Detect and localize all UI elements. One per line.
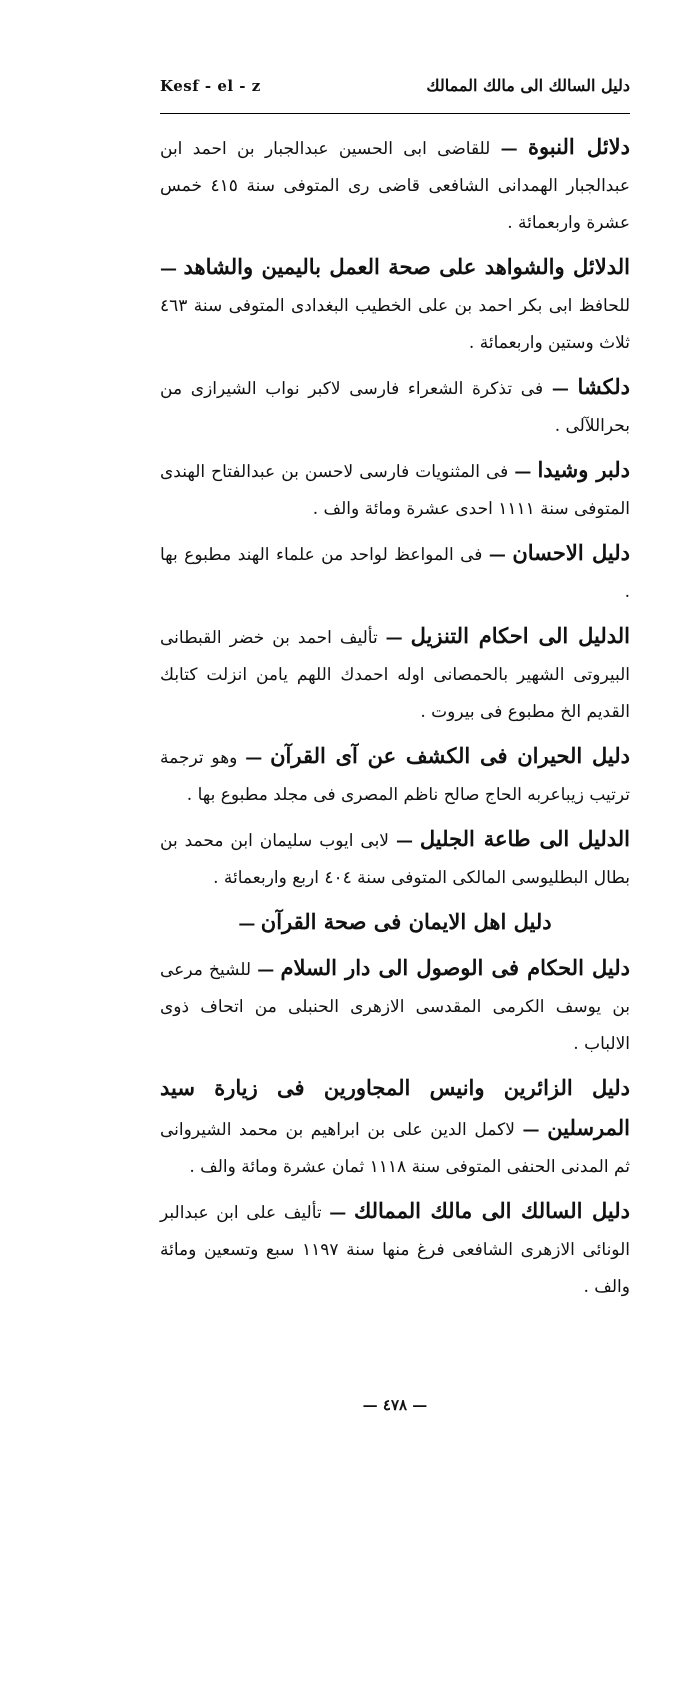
page-number: — ٤٧٨ —: [362, 1396, 428, 1414]
entry: دليل الحيران فى الكشف عن آى القرآن — وهو ترجمة ترتيب زيباعربه الحاج صالح ناظم المصرى فى مجلد مطبوع بها .: [160, 743, 630, 805]
entry: الدليل الى طاعة الجليل — لابى ايوب سليمان ابن محمد بن بطال البطليوسى المالكى المتوفى سنة ٤٠٤ اربع واربعمائة .: [160, 826, 630, 888]
entry-head: الدليل الى طاعة الجليل: [419, 826, 630, 851]
entry-body: للشيخ مرعى بن يوسف الكرمى المقدسى الازهرى الحنبلى من اتحاف ذوى الالباب .: [160, 960, 630, 1054]
entry-body: للحافظ ابى بكر احمد بن على الخطيب البغدادى المتوفى سنة ٤٦٣ ثلاث وستين واربعمائة .: [160, 296, 630, 353]
entry-head: دليل اهل الايمان فى صحة القرآن: [260, 909, 552, 934]
entry-head: دليل الحكام فى الوصول الى دار السلام: [280, 955, 631, 980]
header-title: دليل السالك الى مالك الممالك: [426, 76, 630, 95]
entry: دلبر وشيدا — فى المثنويات فارسى لاحسن بن عبدالفتاح الهندى المتوفى سنة ١١١١ احدى عشرة ومائة والف .: [160, 457, 631, 519]
entry-body: تأليف احمد بن خضر القبطانى البيروتى الشهير بالحمصانى اوله احمدك اللهم يامن انزلت كتابك القديم الخ مطبوع فى بيروت .: [160, 628, 630, 722]
entry-body: فى المثنويات فارسى لاحسن بن عبدالفتاح الهندى المتوفى سنة ١١١١ احدى عشرة ومائة والف .: [160, 462, 630, 519]
entry-body: لاكمل الدين على بن ابراهيم بن محمد الشيروانى ثم المدنى الحنفى المتوفى سنة ١١١٨ ثمان عشرة ومائة والف .: [160, 1120, 630, 1177]
header-rule: [160, 113, 630, 114]
entry-body: تأليف على ابن عبدالبر الونائى الازهرى الشافعى فرغ منها سنة ١١٩٧ سبع وتسعين ومائة والف .: [160, 1203, 630, 1297]
entry: دليل الزائرين وانيس المجاورين فى زيارة سيد المرسلين — لاكمل الدين على بن ابراهيم بن محمد الشيروانى ثم المدنى الحنفى المتوفى سنة ١١١٨ ثمان عشرة ومائة والف .: [160, 1075, 631, 1177]
entry-head: دلكشا: [577, 374, 631, 399]
entry: دلكشا — فى تذكرة الشعراء فارسى لاكبر نواب الشيرازى من بحراللآلى .: [160, 374, 631, 436]
entry: دليل السالك الى مالك الممالك — تأليف على ابن عبدالبر الونائى الازهرى الشافعى فرغ منها سنة ١١٩٧ سبع وتسعين ومائة والف .: [160, 1198, 631, 1297]
entry-head: دليل الحيران فى الكشف عن آى القرآن: [270, 743, 630, 768]
entry-body: للقاضى ابى الحسين عبدالجبار بن احمد ابن عبدالجبار الهمدانى الشافعى قاضى رى المتوفى سنة ٤١٥ خمس عشرة واربعمائة .: [160, 139, 630, 233]
header-code: Kesf - el - z: [160, 77, 261, 95]
entry-head: الدلائل والشواهد على صحة العمل باليمين والشاهد: [183, 254, 630, 279]
entries-list: [160, 128, 630, 1688]
entry-body: وهو ترجمة ترتيب زيباعربه الحاج صالح ناظم المصرى فى مجلد مطبوع بها .: [160, 748, 630, 805]
entry: دلائل النبوة — للقاضى ابى الحسين عبدالجبار بن احمد ابن عبدالجبار الهمدانى الشافعى قاضى رى المتوفى سنة ٤١٥ خمس عشرة واربعمائة .: [160, 134, 630, 233]
entry-head: دلبر وشيدا: [537, 457, 631, 482]
entry: الدليل الى احكام التنزيل — تأليف احمد بن خضر القبطانى البيروتى الشهير بالحمصانى اوله احمدك اللهم يامن انزلت كتابك القديم الخ مطبوع فى بيروت .: [160, 623, 631, 722]
entry: دليل اهل الايمان فى صحة القرآن —: [238, 909, 552, 934]
entry-head: دليل السالك الى مالك الممالك: [353, 1198, 631, 1223]
entry-body: فى المواعظ لواحد من علماء الهند مطبوع بها .: [160, 545, 630, 602]
running-header: [160, 74, 630, 114]
entry-head: دليل الزائرين وانيس المجاورين فى زيارة سيد المرسلين: [160, 1075, 631, 1140]
entry-body: لابى ايوب سليمان ابن محمد بن بطال البطليوسى المالكى المتوفى سنة ٤٠٤ اربع واربعمائة .: [160, 831, 630, 888]
entry-head: الدليل الى احكام التنزيل: [410, 623, 631, 648]
entry: دليل الحكام فى الوصول الى دار السلام — للشيخ مرعى بن يوسف الكرمى المقدسى الازهرى الحنبلى من اتحاف ذوى الالباب .: [160, 955, 631, 1054]
entry-body: فى تذكرة الشعراء فارسى لاكبر نواب الشيرازى من بحراللآلى .: [160, 379, 630, 436]
entry-head: دلائل النبوة: [527, 134, 630, 159]
entry: دليل الاحسان — فى المواعظ لواحد من علماء الهند مطبوع بها .: [160, 540, 630, 602]
entry: الدلائل والشواهد على صحة العمل باليمين والشاهد — للحافظ ابى بكر احمد بن على الخطيب البغدادى المتوفى سنة ٤٦٣ ثلاث وستين واربعمائة .: [160, 254, 630, 353]
entry-head: دليل الاحسان: [512, 540, 630, 565]
